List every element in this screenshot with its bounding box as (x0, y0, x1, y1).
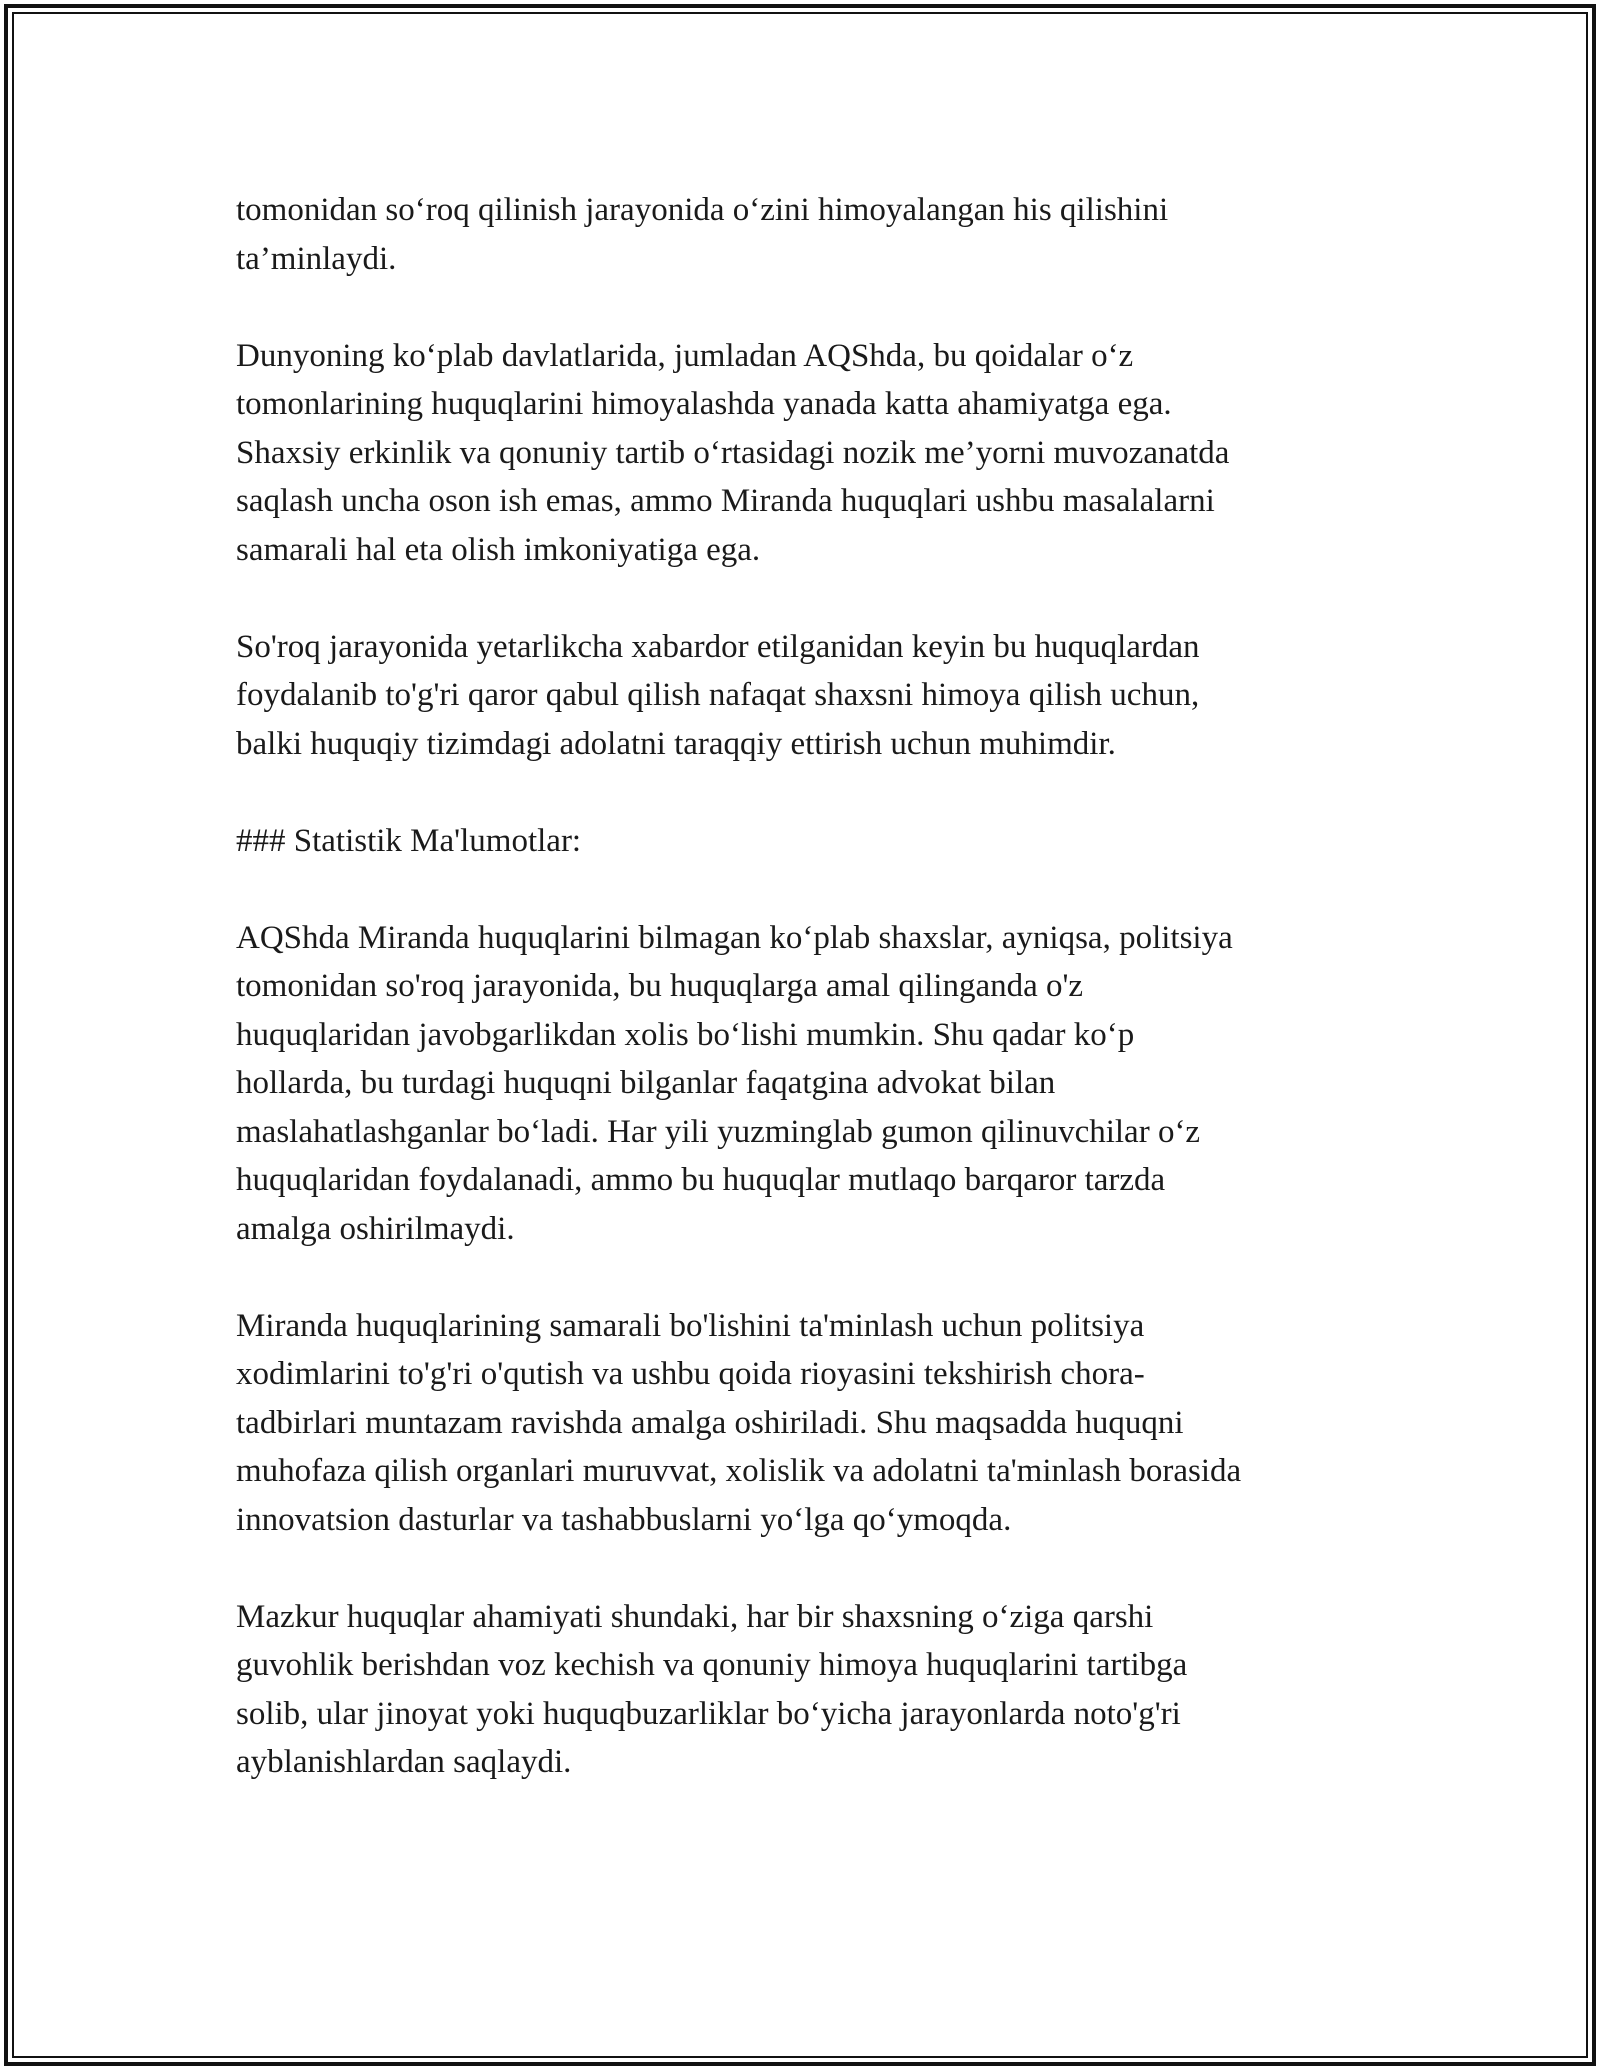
text-line: Mazkur huquqlar ahamiyati shundaki, har bir shaxsning o‘ziga qarshi (236, 1598, 1154, 1635)
text-line: guvohlik berishdan voz kechish va qonuniy himoya huquqlarini tartibga (236, 1647, 1188, 1683)
text-line: solib, ular jinoyat yoki huquqbuzarliklar bo‘yicha jarayonlarda noto'g'ri (236, 1695, 1181, 1732)
text-line: tomonidan so'roq jarayonida, bu huquqlarga amal qilinganda o'z (236, 968, 1084, 1004)
text-line: Miranda huquqlarining samarali bo'lishini ta'minlash uchun politsiya (236, 1307, 1145, 1344)
text-line: huquqlaridan javobgarlikdan xolis bo‘lishi mumkin. Shu qadar ko‘p (236, 1016, 1135, 1053)
paragraph-6 (236, 1593, 1376, 1787)
text-line: huquqlaridan foydalanadi, ammo bu huquqlar mutlaqo barqaror tarzda (236, 1162, 1166, 1198)
text-line: samarali hal eta olish imkoniyatiga ega. (236, 531, 761, 568)
paragraph-5 (236, 1302, 1376, 1545)
text-line: AQShda Miranda huquqlarini bilmagan ko‘plab shaxslar, ayniqsa, politsiya (236, 919, 1233, 956)
text-line: foydalanib to'g'ri qaror qabul qilish nafaqat shaxsni himoya qilish uchun, (236, 677, 1200, 713)
text-line: balki huquqiy tizimdagi adolatni taraqqiy ettirish uchun muhimdir. (236, 725, 1116, 762)
text-line: So'roq jarayonida yetarlikcha xabardor etilganidan keyin bu huquqlardan (236, 628, 1200, 665)
paragraph-4 (236, 914, 1376, 1254)
text-line: maslahatlashganlar bo‘ladi. Har yili yuzminglab gumon qilinuvchilar o‘z (236, 1113, 1201, 1150)
text-line: ta’minlaydi. (236, 240, 397, 277)
text-line: innovatsion dasturlar va tashabbuslarni yo‘lga qo‘ymoqda. (236, 1501, 1012, 1538)
text-line: tomonlarining huquqlarini himoyalashda yanada katta ahamiyatga ega. (236, 386, 1172, 422)
heading-line: ### Statistik Ma'lumotlar: (236, 822, 582, 859)
text-line: tomonidan so‘roq qilinish jarayonida o‘zini himoyalangan his qilishini (236, 192, 1169, 228)
text-line: Shaxsiy erkinlik va qonuniy tartib o‘rtasidagi nozik me’yorni muvozanatda (236, 434, 1230, 471)
text-line: ayblanishlardan saqlaydi. (236, 1744, 572, 1780)
text-line: tadbirlari muntazam ravishda amalga oshiriladi. Shu maqsadda huquqni (236, 1404, 1184, 1441)
text-line: xodimlarini to'g'ri o'qutish va ushbu qoida rioyasini tekshirish chora- (236, 1356, 1145, 1392)
paragraph-1 (236, 186, 1376, 283)
text-line: muhofaza qilish organlari muruvvat, xolislik va adolatni ta'minlash borasida (236, 1453, 1242, 1489)
text-line: Dunyoning ko‘plab davlatlarida, jumladan AQShda, bu qoidalar o‘z (236, 337, 1134, 374)
paragraph-3 (236, 623, 1376, 769)
paragraph-2 (236, 332, 1376, 575)
document-body (236, 186, 1376, 1835)
text-line: amalga oshirilmaydi. (236, 1210, 515, 1247)
text-line: saqlash uncha oson ish emas, ammo Miranda huquqlari ushbu masalalarni (236, 483, 1215, 519)
text-line: hollarda, bu turdagi huquqni bilganlar faqatgina advokat bilan (236, 1065, 1056, 1101)
section-heading (236, 817, 1376, 866)
